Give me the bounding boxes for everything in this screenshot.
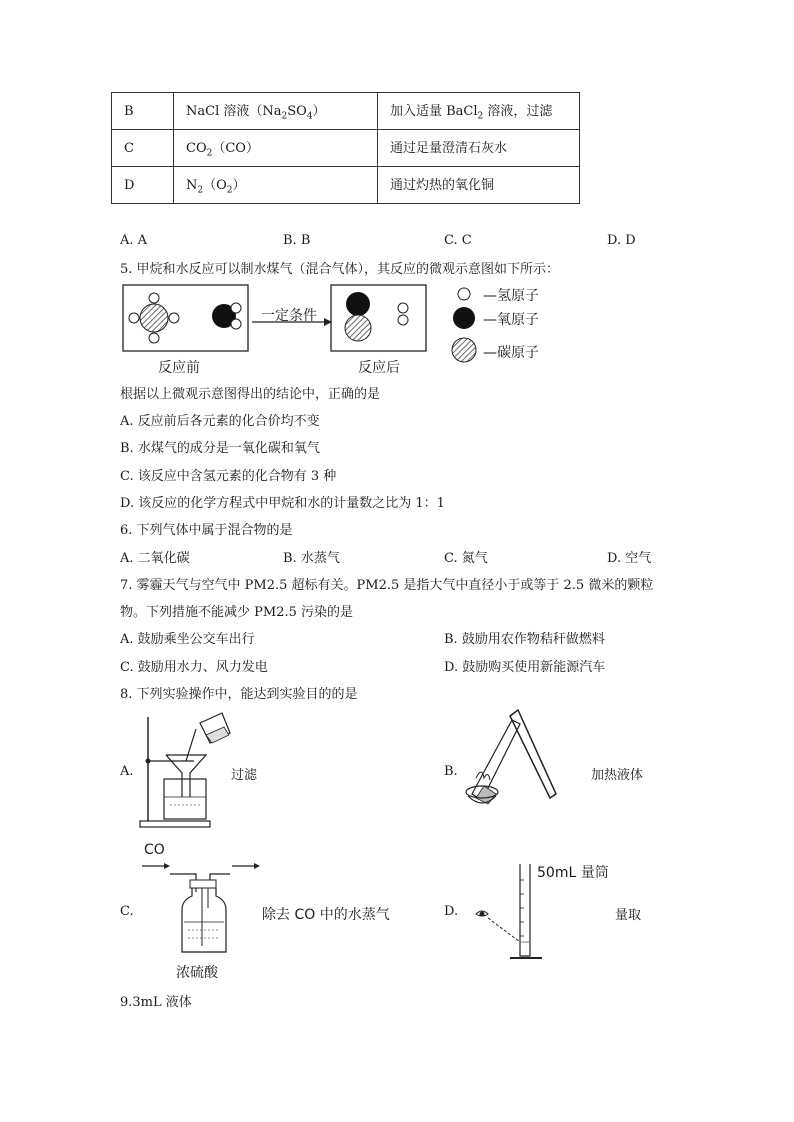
- q8-d-text: 量取: [615, 908, 642, 923]
- gas-wash-bottle-icon: [140, 862, 260, 962]
- q7-option-d: D. 鼓励购买使用新能源汽车: [444, 660, 606, 675]
- after-label: 反应后: [358, 360, 400, 376]
- q5-option-d: D. 该反应的化学方程式中甲烷和水的计量数之比为 1：1: [120, 496, 445, 511]
- heating-liquid-apparatus-icon: [462, 702, 562, 812]
- q7-option-c: C. 鼓励用水力、风力发电: [120, 660, 268, 675]
- q5-lead: 根据以上微观示意图得出的结论中，正确的是: [120, 387, 381, 402]
- q6-option-a: A. 二氧化碳: [120, 551, 190, 566]
- graduated-cylinder-icon: [470, 860, 560, 964]
- method-cell: 加入适量 BaCl$_2$ 溶液，过滤: [378, 93, 580, 130]
- hydrogen-atom-icon: [458, 288, 470, 300]
- table-row: [112, 130, 580, 167]
- q4-option-a: A. A: [120, 233, 148, 248]
- method-cell: 通过灼热的氧化铜: [378, 167, 580, 204]
- q7-stem-line1: 7. 雾霾天气与空气中 PM2.5 超标有关。PM2.5 是指大气中直径小于或等于 2.5 微米的颗粒: [120, 578, 654, 593]
- q4-option-d: D. D: [607, 233, 636, 248]
- legend-carbon: —碳原子: [483, 345, 539, 361]
- method-cell: 通过足量澄清石灰水: [378, 130, 580, 167]
- q8-d-text-continued: 9.3mL 液体: [120, 995, 192, 1010]
- q4-option-b: B. B: [283, 233, 311, 248]
- filtration-apparatus-icon: [134, 705, 234, 830]
- methane-molecule-icon: [129, 293, 179, 343]
- q8-b-text: 加热液体: [591, 768, 644, 783]
- reaction-condition: 一定条件: [261, 308, 317, 324]
- q5-option-c: C. 该反应中含氢元素的化合物有 3 种: [120, 469, 337, 484]
- options-table: [111, 92, 580, 204]
- q8-stem: 8. 下列实验操作中，能达到实验目的的是: [120, 687, 358, 702]
- q8-c-gas-label: CO: [144, 842, 165, 858]
- substance-cell: NaCl 溶液$(Na_2SO_4)$: [174, 93, 378, 130]
- hydrogen-molecule-icon: [398, 303, 408, 325]
- oxygen-atom-icon: [453, 307, 475, 329]
- q8-a-text: 过滤: [231, 768, 258, 783]
- q8-c-label: C.: [120, 904, 134, 919]
- q5-stem: 5. 甲烷和水反应可以制水煤气（混合气体），其反应的微观示意图如下所示：: [120, 262, 560, 277]
- q8-c-acid-label: 浓硫酸: [176, 965, 218, 981]
- q8-b-label: B.: [444, 764, 458, 779]
- q7-stem-line2: 物。下列措施不能减少 PM2.5 污染的是: [120, 605, 353, 620]
- substance-cell: $N_2(O_2)$: [174, 167, 378, 204]
- q6-option-b: B. 水蒸气: [283, 551, 340, 566]
- q6-stem: 6. 下列气体中属于混合物的是: [120, 523, 293, 538]
- table-row: [112, 167, 580, 204]
- q6-option-c: C. 氮气: [444, 551, 488, 566]
- q7-option-b: B. 鼓励用农作物秸秆做燃料: [444, 632, 605, 647]
- water-molecule-icon: [212, 303, 241, 329]
- substance-cell: $CO_2(CO)$: [174, 130, 378, 167]
- q4-option-c: C. C: [444, 233, 472, 248]
- legend-hydrogen: —氢原子: [483, 288, 539, 304]
- table-row: [112, 93, 580, 130]
- q6-option-d: D. 空气: [607, 551, 652, 566]
- q8-d-cylinder-label: 50mL 量筒: [537, 865, 609, 881]
- row-label: C: [112, 130, 174, 167]
- carbon-monoxide-molecule-icon: [345, 292, 371, 341]
- row-label: D: [112, 167, 174, 204]
- q8-c-text: 除去 CO 中的水蒸气: [262, 907, 390, 923]
- q8-d-label: D.: [444, 904, 459, 919]
- row-label: B: [112, 93, 174, 130]
- q8-a-label: A.: [120, 764, 134, 779]
- carbon-atom-icon: [452, 338, 476, 362]
- q5-option-a: A. 反应前后各元素的化合价均不变: [120, 414, 320, 429]
- q5-option-b: B. 水煤气的成分是一氧化碳和氧气: [120, 441, 320, 456]
- before-label: 反应前: [158, 360, 200, 376]
- legend-oxygen: —氧原子: [483, 312, 539, 328]
- q7-option-a: A. 鼓励乘坐公交车出行: [120, 632, 255, 647]
- after-box: [331, 285, 426, 351]
